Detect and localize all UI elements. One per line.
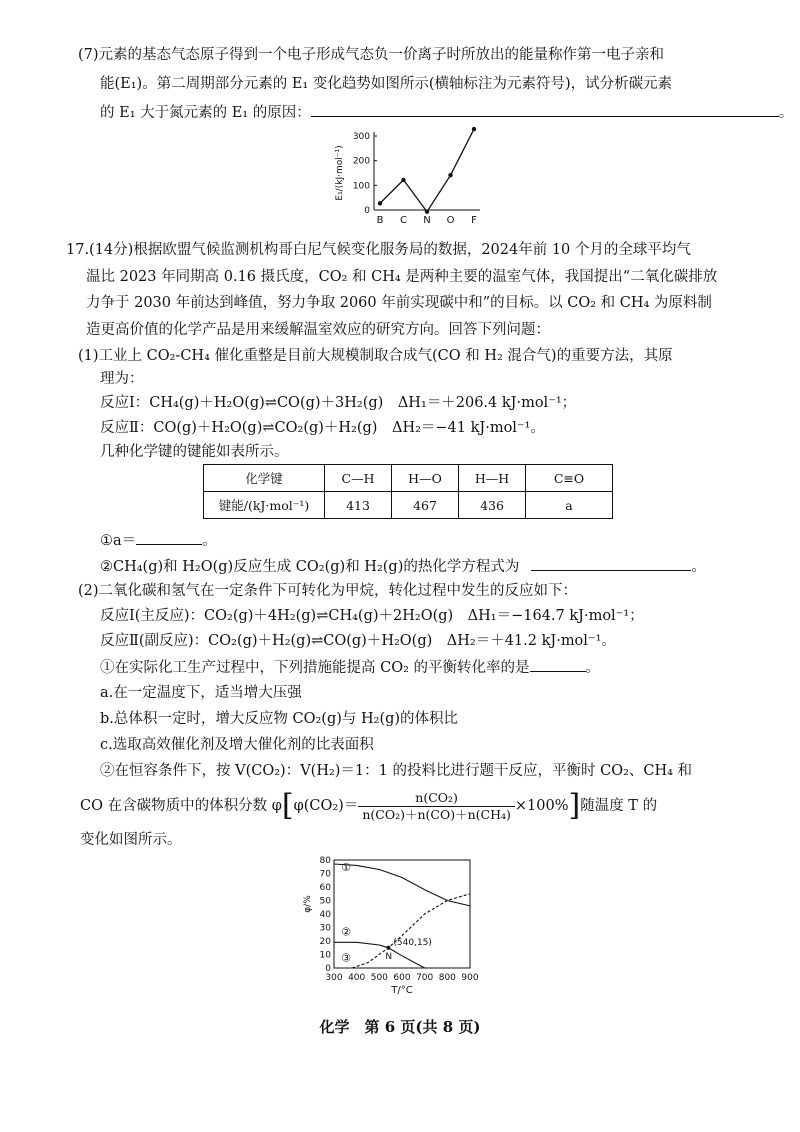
- data-point-N: [425, 210, 429, 214]
- x-tick-label: 900: [461, 973, 479, 983]
- x-tick-label: N: [423, 215, 431, 226]
- phi-fraction: $\frac{\text{n(CO₂)}}{\text{n(CO₂)＋n(CO)＋n(CH₄)}}$: [358, 790, 515, 823]
- table-cell: H—H: [459, 465, 526, 492]
- q2a: ①在实际化工生产过程中，下列措施能提高 CO₂ 的平衡转化率的是 。: [100, 657, 600, 678]
- e1-series-line: [380, 129, 474, 212]
- series-line-3: [352, 894, 470, 968]
- reaction-2: 反应Ⅱ：CO(g)＋H₂O(g)⇌CO₂(g)＋H₂(g) ΔH₂＝−41 kJ·mol⁻¹。: [100, 420, 545, 436]
- q17-intro-4: 造更高价值的化学产品是用来缓解温室效应的研究方向。回答下列问题：: [86, 322, 550, 338]
- table-cell: C≡O: [526, 465, 613, 492]
- table-cell: 化学键: [204, 465, 325, 492]
- y-tick-label: 80: [319, 856, 331, 866]
- bond-intro: 几种化学键的键能如表所示。: [100, 444, 289, 460]
- annotation-label: N: [385, 951, 393, 962]
- answer-blank[interactable]: [136, 530, 202, 545]
- x-tick-label: 400: [348, 973, 366, 983]
- y-tick-label: 20: [319, 937, 331, 947]
- series-label-2: ②: [341, 925, 351, 939]
- phi-temperature-chart: [300, 852, 500, 998]
- table-header-row: [204, 465, 613, 492]
- reaction-1: 反应Ⅰ：CH₄(g)＋H₂O(g)⇌CO(g)＋3H₂(g) ΔH₁＝＋206.4 kJ·mol⁻¹；: [100, 395, 577, 411]
- data-point-B: [378, 201, 382, 205]
- table-cell: 键能/(kJ·mol⁻¹): [204, 492, 325, 519]
- y-tick-label: 300: [352, 132, 370, 142]
- x-tick-label: B: [376, 215, 384, 226]
- q2b-line3: 变化如图所示。: [80, 832, 182, 848]
- y-tick-label: 100: [352, 181, 370, 192]
- x-tick-label: 700: [416, 973, 434, 983]
- data-point-F: [472, 127, 476, 131]
- y-tick-label: 10: [319, 950, 331, 961]
- e1-chart: [330, 126, 490, 230]
- x-tick-label: 500: [370, 973, 388, 983]
- y-axis-label: E₁/(kJ·mol⁻¹): [335, 145, 345, 201]
- answer-blank[interactable]: [531, 556, 691, 571]
- answer-blank[interactable]: [530, 657, 586, 672]
- series-label-3: ③: [341, 951, 351, 965]
- q16-7-line2: 能(E₁)。第二周期部分元素的 E₁ 变化趋势如图所示(横轴标注为元素符号)，试分析碳元素: [100, 76, 673, 92]
- table-cell: 467: [392, 492, 459, 519]
- table-cell: a: [526, 492, 613, 519]
- table-cell: 436: [459, 492, 526, 519]
- q16-7-line3: 的 E₁ 大于氮元素的 E₁ 的原因： 。: [100, 102, 793, 123]
- data-point-O: [448, 173, 452, 177]
- y-axis-label: φ/%: [303, 895, 313, 913]
- y-tick-label: 30: [319, 923, 331, 934]
- p2-reaction-2: 反应Ⅱ(副反应)：CO₂(g)＋H₂(g)⇌CO(g)＋H₂O(g) ΔH₂＝＋41.2 kJ·mol⁻¹。: [100, 633, 616, 649]
- q17-p1-line1: (1)工业上 CO₂-CH₄ 催化重整是目前大规模制取合成气(CO 和 H₂ 混合气)的重要方法，其原: [78, 348, 673, 364]
- answer-blank[interactable]: [311, 102, 779, 117]
- x-tick-label: 600: [393, 973, 411, 983]
- table-cell: 413: [325, 492, 392, 519]
- plot-frame: [334, 860, 470, 968]
- x-tick-label: O: [446, 215, 455, 226]
- x-tick-label: C: [400, 215, 407, 226]
- q2b-line1: ②在恒容条件下，按 V(CO₂)：V(H₂)＝1：1 的投料比进行题干反应，平衡时 CO₂、CH₄ 和: [100, 763, 693, 779]
- annotation-point: [386, 946, 390, 950]
- y-tick-label: 50: [319, 896, 331, 907]
- table-cell: C—H: [325, 465, 392, 492]
- page-footer: 化学 第 6 页(共 8 页): [319, 1018, 481, 1036]
- data-point-C: [401, 178, 405, 182]
- x-tick-label: F: [471, 215, 477, 226]
- q17-intro-1: 17.(14分)根据欧盟气候监测机构哥白尼气候变化服务局的数据，2024年前 10 个月的全球平均气: [66, 242, 691, 258]
- option-b: b.总体积一定时，增大反应物 CO₂(g)与 H₂(g)的体积比: [100, 711, 459, 727]
- y-tick-label: 200: [352, 156, 370, 167]
- q2b-line2: CO 在含碳物质中的体积分数 φ[φ(CO₂)＝ $\frac{\text{n(CO₂)}}{\text{n(CO₂)＋n(CO)＋n(CH₄)}}$ ×100%]随温度 T 的: [80, 788, 658, 823]
- series-label-1: ①: [341, 860, 351, 874]
- q1a: ①a＝ 。: [100, 530, 217, 551]
- table-cell: H—O: [392, 465, 459, 492]
- table-row: [204, 492, 613, 519]
- x-axis-label: T/°C: [391, 985, 413, 996]
- q17-intro-2: 温比 2023 年同期高 0.16 摄氏度，CO₂ 和 CH₄ 是两种主要的温室气体，我国提出“二氧化碳排放: [86, 269, 718, 285]
- bond-energy-table: [203, 464, 613, 519]
- y-tick-label: 0: [325, 964, 331, 974]
- y-tick-label: 70: [319, 869, 331, 880]
- option-a: a.在一定温度下，适当增大压强: [100, 685, 302, 701]
- q1b: ②CH₄(g)和 H₂O(g)反应生成 CO₂(g)和 H₂(g)的热化学方程式为 。: [100, 556, 706, 577]
- q16-7-line1: (7)元素的基态气态原子得到一个电子形成气态负一价离子时所放出的能量称作第一电子亲和: [78, 47, 665, 63]
- y-tick-label: 40: [319, 910, 331, 920]
- x-tick-label: 800: [438, 973, 456, 983]
- q17-p2-line1: (2)二氧化碳和氢气在一定条件下可转化为甲烷，转化过程中发生的反应如下：: [78, 583, 578, 599]
- q17-p1-line2: 理为：: [100, 371, 144, 387]
- p2-reaction-1: 反应Ⅰ(主反应)：CO₂(g)＋4H₂(g)⇌CH₄(g)＋2H₂O(g) ΔH₁＝−164.7 kJ·mol⁻¹；: [100, 608, 644, 624]
- option-c: c.选取高效催化剂及增大催化剂的比表面积: [100, 737, 374, 753]
- y-tick-label: 0: [364, 206, 370, 216]
- x-tick-label: 300: [325, 973, 343, 983]
- y-tick-label: 60: [319, 883, 331, 893]
- q17-intro-3: 力争于 2030 年前达到峰值，努力争取 2060 年前实现碳中和”的目标。以 CO₂ 和 CH₄ 为原料制: [86, 295, 712, 311]
- annotation-coords: (540,15): [393, 937, 432, 948]
